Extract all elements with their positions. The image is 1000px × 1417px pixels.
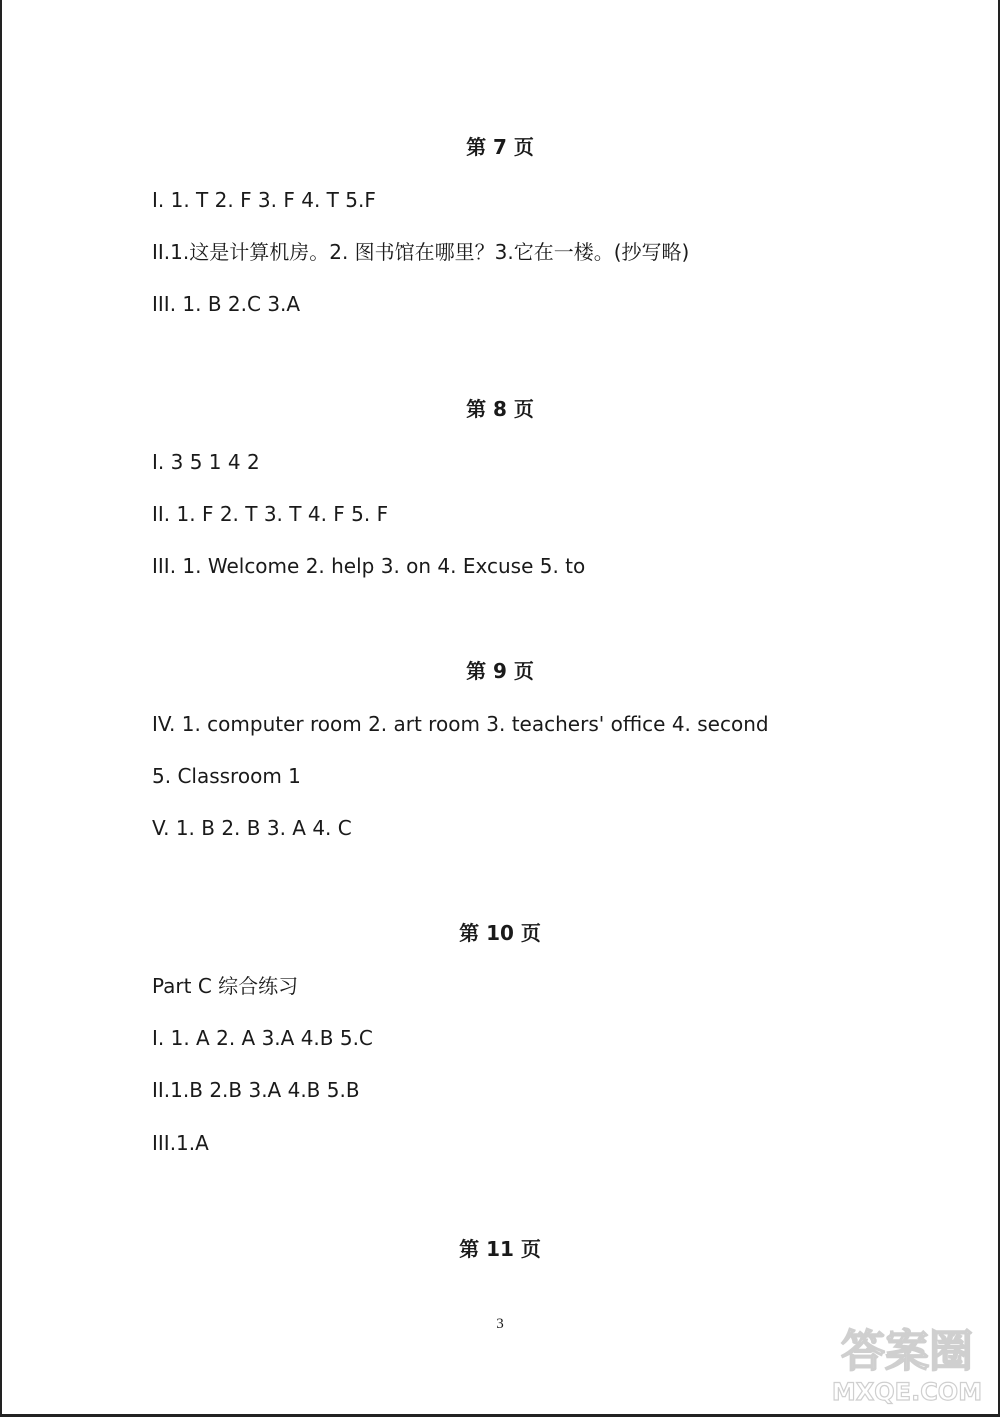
page-number: 3 <box>496 1316 504 1332</box>
section-heading-page-9: 第 9 页 <box>466 659 534 683</box>
watermark-logo-text: 答案圈 <box>841 1326 973 1377</box>
answer-line: III. 1. Welcome 2. help 3. on 4. Excuse 5. to <box>152 554 586 578</box>
section-heading-page-8: 第 8 页 <box>466 397 534 421</box>
page-border-left <box>0 0 2 1417</box>
section-heading-page-7: 第 7 页 <box>466 135 534 159</box>
section-heading-page-11: 第 11 页 <box>459 1237 541 1261</box>
answer-line: 5. Classroom 1 <box>152 764 301 788</box>
answer-line: III. 1. B 2.C 3.A <box>152 292 301 316</box>
watermark-url-text: MXQE.COM <box>831 1378 983 1406</box>
answer-line: IV. 1. computer room 2. art room 3. teachers' office 4. second <box>152 712 769 736</box>
watermark-logo <box>822 1314 992 1409</box>
answer-line: III.1.A <box>152 1131 209 1155</box>
answer-line: II.1.这是计算机房。2. 图书馆在哪里？3.它在一楼。(抄写略) <box>152 240 690 264</box>
section-heading-page-10: 第 10 页 <box>459 921 541 945</box>
answer-line: II.1.B 2.B 3.A 4.B 5.B <box>152 1078 360 1102</box>
answer-line: I. 3 5 1 4 2 <box>152 450 260 474</box>
answer-line: Part C 综合练习 <box>152 974 299 998</box>
answer-line: V. 1. B 2. B 3. A 4. C <box>152 816 352 840</box>
answer-line: II. 1. F 2. T 3. T 4. F 5. F <box>152 502 389 526</box>
answer-line: I. 1. A 2. A 3.A 4.B 5.C <box>152 1026 373 1050</box>
answer-line: I. 1. T 2. F 3. F 4. T 5.F <box>152 188 376 212</box>
